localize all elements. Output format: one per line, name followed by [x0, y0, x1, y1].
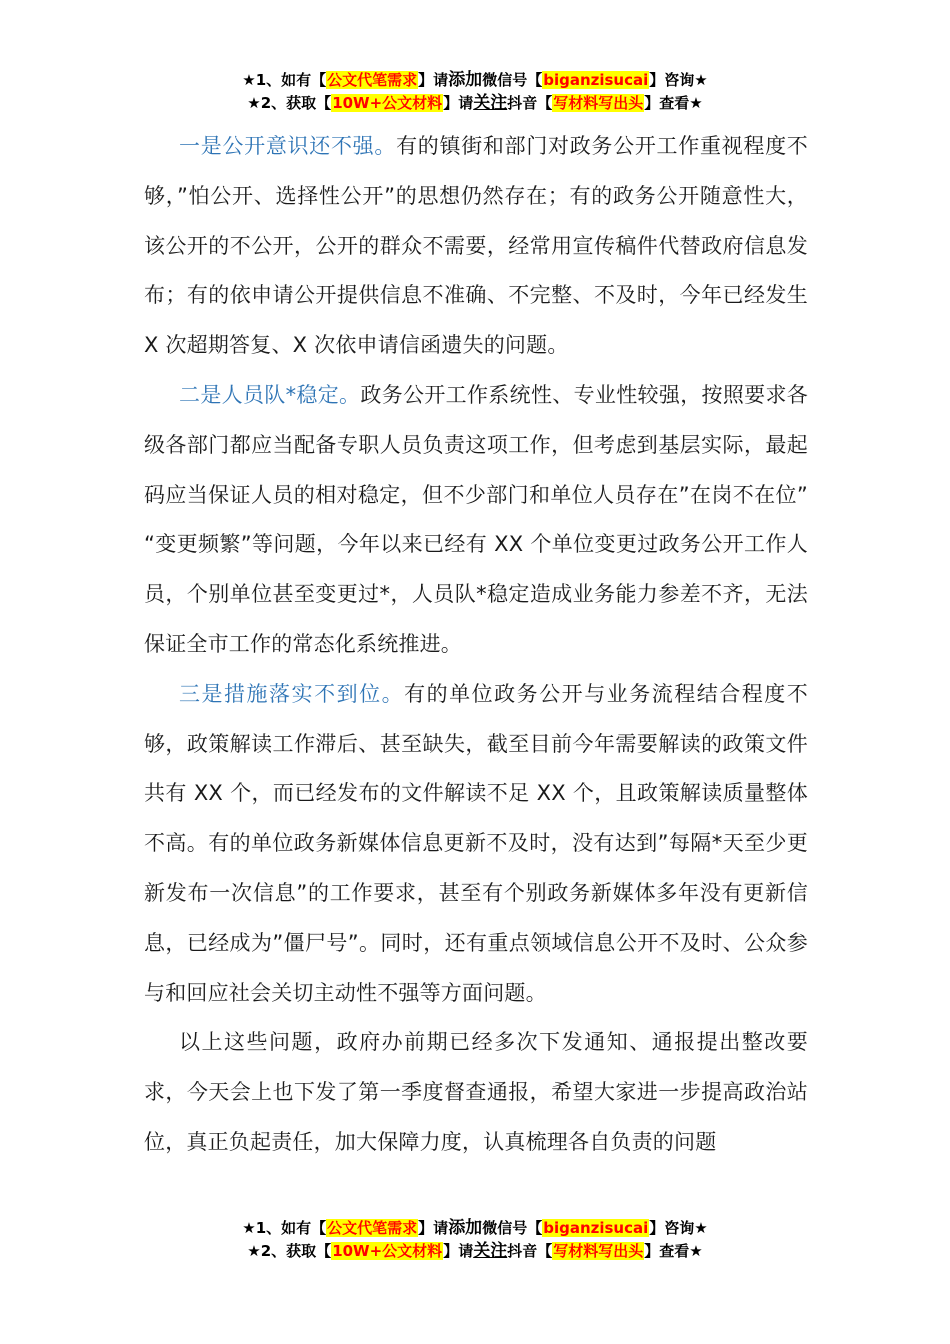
banner-highlight: 10W+公文材料: [332, 1242, 443, 1260]
banner-highlight: 公文代笔需求: [327, 1219, 418, 1237]
banner-line-1: ★1、如有【公文代笔需求】请添加微信号【biganzisucai】咨询★: [242, 70, 708, 90]
banner-douyin-id: 写材料写出头: [553, 1242, 644, 1260]
paragraph-text: 以上这些问题，政府办前期已经多次下发通知、通报提出整改要求，今天会上也下发了第一季度督查通报，希望大家进一步提高政治站位，真正负起责任，加大保障力度，认真梳理各自负责的问题: [144, 1030, 808, 1154]
banner-wechat-id: biganzisucai: [543, 71, 649, 89]
paragraph-2: [144, 371, 808, 670]
paragraph-text: 有的镇街和部门对政务公开工作重视程度不够，”怕公开、选择性公开”的思想仍然存在；有的政务公开随意性大，该公开的不公开，公开的群众不需要，经常用宣传稿件代替政府信息发布；有的依申请公开提供信息不准确、不完整、不及时，今年已经发生 X 次超期答复、X 次依申请信函遗失的问题。: [144, 134, 808, 358]
banner-highlight: 10W+公文材料: [332, 94, 443, 112]
banner-line-2: ★2、获取【10W+公文材料】请关注抖音【写材料写出头】查看★: [247, 1241, 703, 1261]
banner-line-2: ★2、获取【10W+公文材料】请关注抖音【写材料写出头】查看★: [247, 93, 703, 113]
header-banner: [0, 69, 950, 115]
paragraph-3: [144, 670, 808, 1019]
paragraph-lead: 二是人员队*稳定。: [179, 382, 361, 407]
banner-highlight: 公文代笔需求: [327, 71, 418, 89]
paragraph-lead: 三是措施落实不到位。: [179, 681, 405, 706]
document-body: [144, 122, 808, 1168]
paragraph-text: 政务公开工作系统性、专业性较强，按照要求各级各部门都应当配备专职人员负责这项工作，但考虑到基层实际，最起码应当保证人员的相对稳定，但不少部门和单位人员存在”在岗不在位” “变更频繁”等问题，今年以来已经有 XX 个单位变更过政务公开工作人员，个别单位甚至变更过*，人员队*稳定造成业务能力参差不齐，无法保证全市工作的常态化系统推进。: [144, 382, 808, 656]
paragraph-1: [144, 122, 808, 371]
footer-banner: [0, 1217, 950, 1263]
banner-douyin-id: 写材料写出头: [553, 94, 644, 112]
banner-line-1: ★1、如有【公文代笔需求】请添加微信号【biganzisucai】咨询★: [242, 1218, 708, 1238]
banner-wechat-id: biganzisucai: [543, 1219, 649, 1237]
paragraph-text: 有的单位政务公开与业务流程结合程度不够，政策解读工作滞后、甚至缺失，截至目前今年需要解读的政策文件共有 XX 个，而已经发布的文件解读不足 XX 个，且政策解读质量整体不高。有的单位政务新媒体信息更新不及时，没有达到”每隔*天至少更新发布一次信息”的工作要求，甚至有个别政务新媒体多年没有更新信息，已经成为”僵尸号”。同时，还有重点领域信息公开不及时、公众参与和回应社会关切主动性不强等方面问题。: [144, 681, 808, 1005]
paragraph-lead: 一是公开意识还不强。: [179, 134, 397, 158]
paragraph-4: [144, 1018, 808, 1167]
